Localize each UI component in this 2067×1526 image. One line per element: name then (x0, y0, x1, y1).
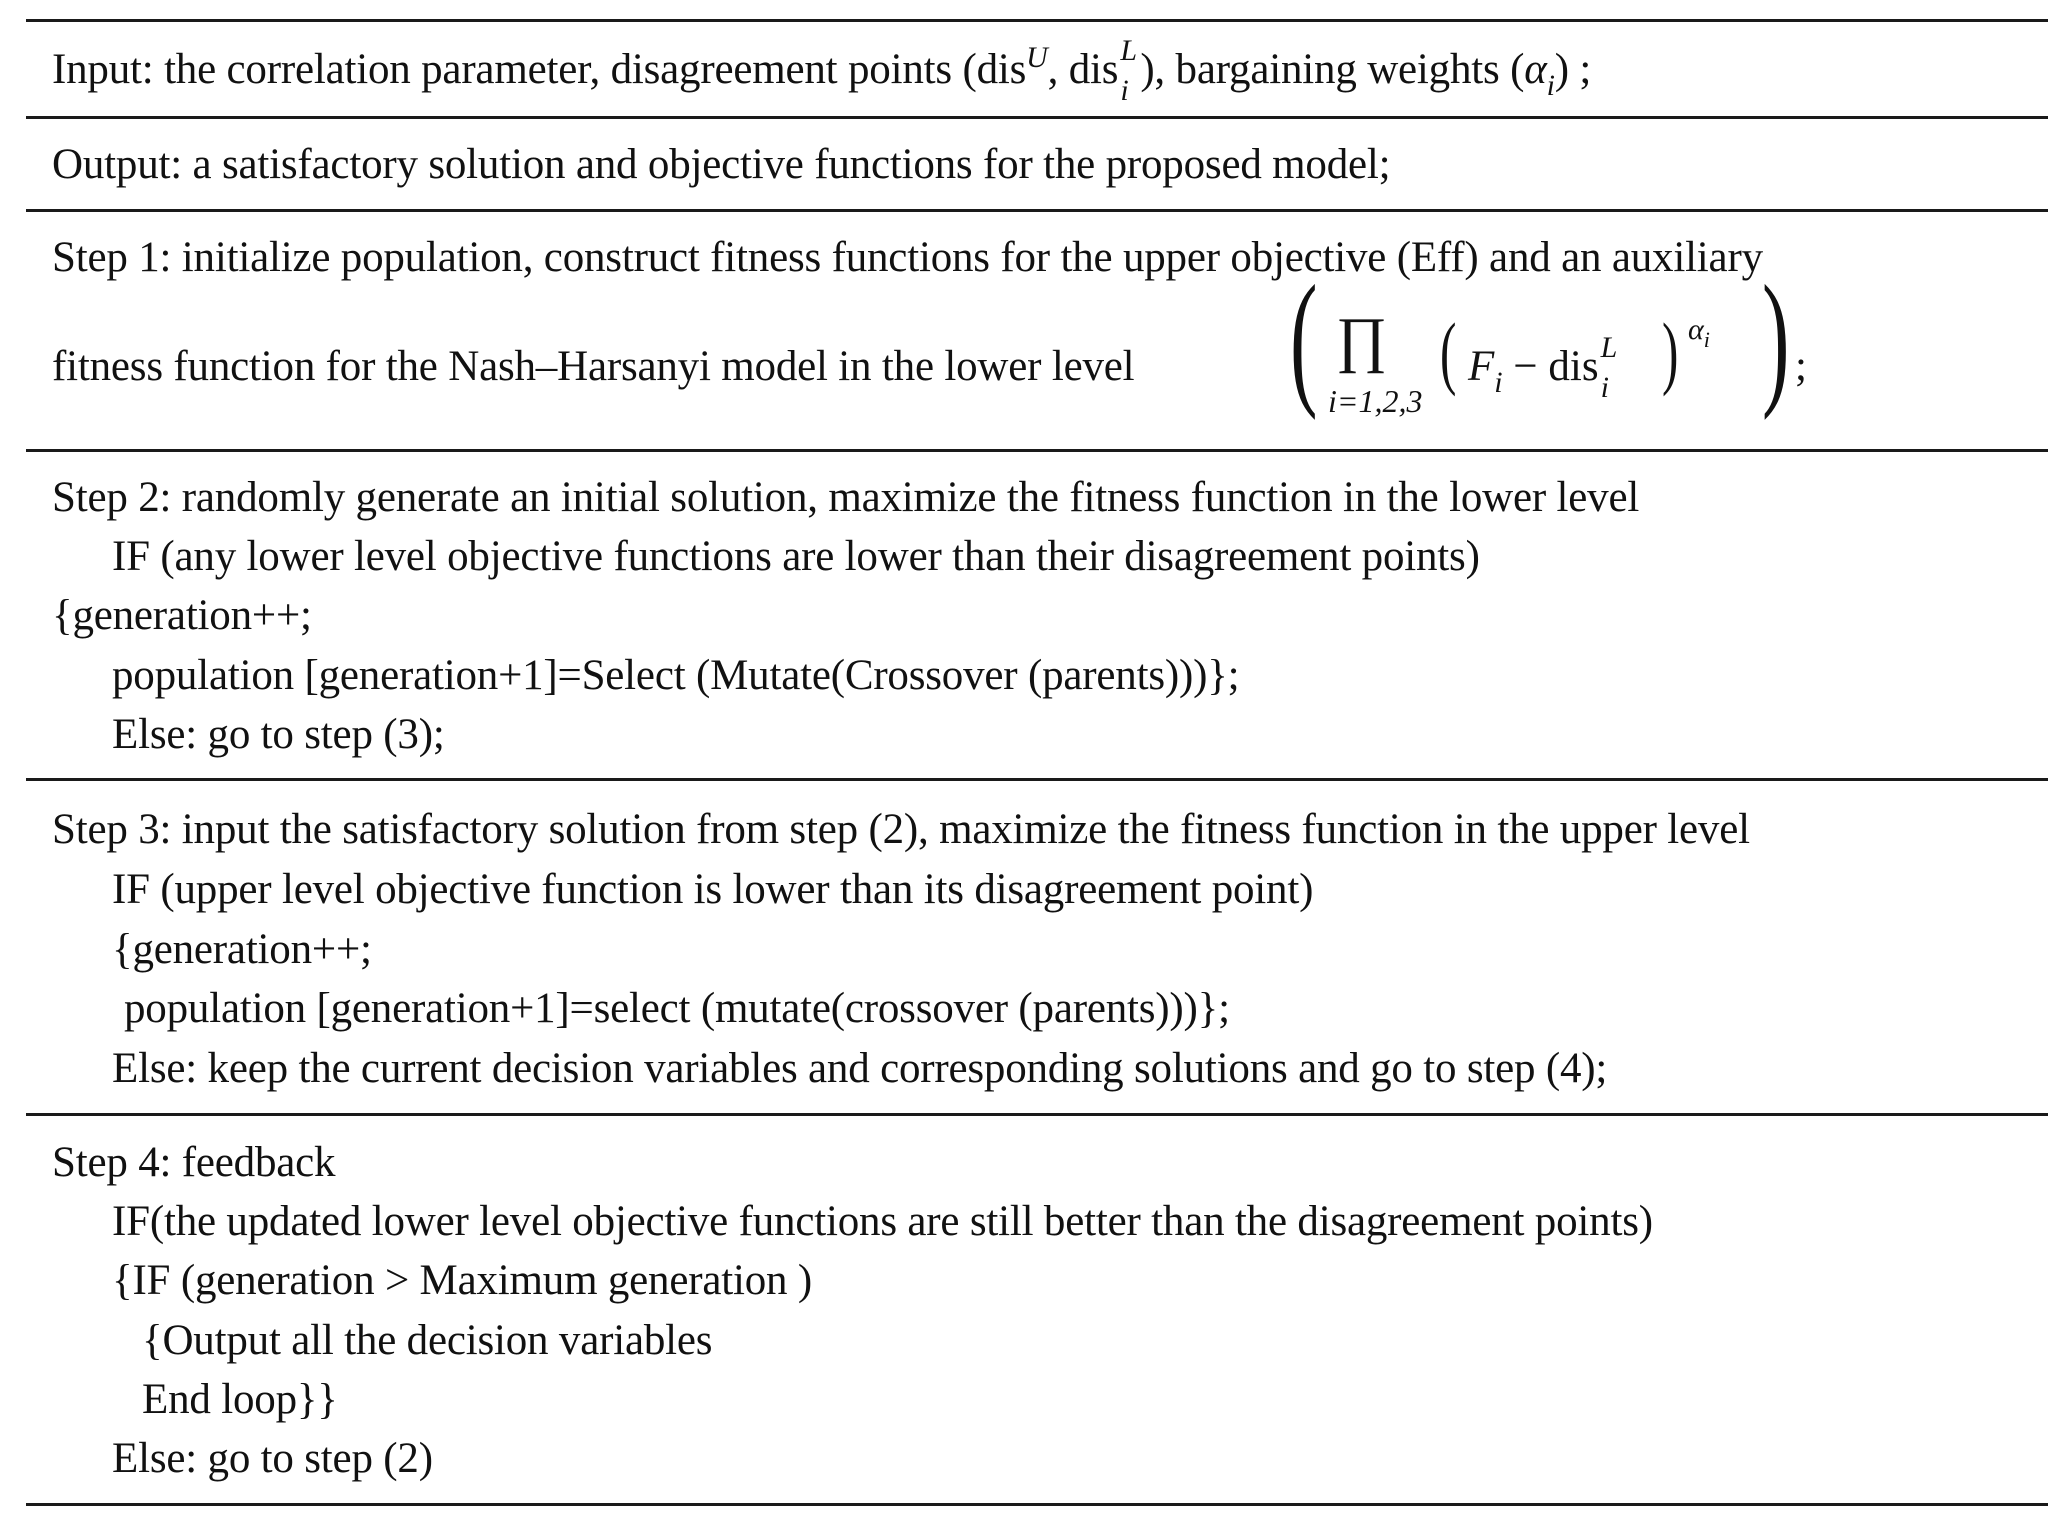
step4-line2: IF(the updated lower level objective functions are still better than the disagreement points) (112, 1198, 1653, 1245)
step4-line5: End loop}} (142, 1376, 338, 1423)
input-alpha-sub: i (1546, 69, 1555, 102)
formula-right-paren: ) (1762, 255, 1790, 421)
rule-after-step1 (26, 449, 2048, 452)
input-row (52, 34, 1592, 107)
rule-bottom (26, 1503, 2048, 1506)
step4-line6: Else: go to step (2) (112, 1435, 433, 1482)
step4-line3: {IF (generation > Maximum generation ) (112, 1257, 813, 1304)
inner-right-paren: ) (1662, 306, 1679, 397)
input-after-dis: ), bargaining weights ( (1140, 46, 1525, 93)
input-sub-i: i (1120, 74, 1129, 107)
step2-line2: IF (any lower level objective functions are lower than their disagreement points) (112, 533, 1480, 580)
formula-dis-sup: L (1600, 331, 1618, 364)
formula-dis-supsub (1599, 331, 1621, 404)
rule-top (26, 19, 2048, 22)
step3-line4: population [generation+1]=select (mutate(crossover (parents)))}; (124, 985, 1230, 1032)
formula-inner (1468, 331, 1621, 404)
product-index: i=1,2,3 (1328, 383, 1423, 419)
nash-product-formula (1290, 255, 1820, 443)
step1-line1: Step 1: initialize population, construct fitness functions for the upper objective (Eff) and an auxiliary (52, 234, 1763, 281)
step4-line1: Step 4: feedback (52, 1139, 336, 1186)
formula-terminator: ; (1795, 343, 1807, 390)
input-dis-supsub (1118, 34, 1140, 107)
input-suffix: ) ; (1554, 46, 1592, 93)
step2-line3: {generation++; (52, 592, 312, 639)
rule-after-input (26, 116, 2048, 119)
input-sup-u: U (1026, 41, 1048, 74)
step1-line2: fitness function for the Nash–Harsanyi model in the lower level (52, 343, 1135, 390)
formula-f-sub: i (1494, 366, 1503, 399)
formula-dis-sub: i (1600, 371, 1609, 404)
formula-exponent-alpha: α (1688, 313, 1704, 346)
rule-after-step2 (26, 778, 2048, 781)
output-row: Output: a satisfactory solution and objective functions for the proposed model; (52, 141, 1391, 188)
step2-line5: Else: go to step (3); (112, 711, 445, 758)
step3-line3: {generation++; (112, 926, 372, 973)
step2-line1: Step 2: randomly generate an initial solution, maximize the fitness function in the lower level (52, 474, 1640, 521)
formula-left-paren: ( (1290, 255, 1318, 421)
step4-line4: {Output all the decision variables (142, 1317, 713, 1364)
input-sup-l: L (1120, 34, 1137, 67)
product-symbol: ∏ (1336, 306, 1388, 374)
rule-after-step3 (26, 1113, 2048, 1116)
formula-f: F (1468, 343, 1495, 390)
formula-exponent (1688, 313, 1710, 352)
input-mid: , dis (1047, 46, 1119, 93)
step3-line5: Else: keep the current decision variables and corresponding solutions and go to step (4); (112, 1045, 1608, 1092)
step2-line4: population [generation+1]=Select (Mutate(Crossover (parents)))}; (112, 652, 1240, 699)
formula-exponent-sub: i (1703, 327, 1710, 352)
input-prefix: Input: the correlation parameter, disagreement points (dis (52, 46, 1027, 93)
step3-line2: IF (upper level objective function is lower than its disagreement point) (112, 866, 1314, 913)
inner-left-paren: ( (1440, 306, 1457, 397)
formula-minus-dis: − dis (1502, 343, 1599, 390)
input-alpha: α (1524, 46, 1547, 93)
rule-after-output (26, 209, 2048, 212)
step3-line1: Step 3: input the satisfactory solution from step (2), maximize the fitness function in the upper level (52, 806, 1750, 853)
